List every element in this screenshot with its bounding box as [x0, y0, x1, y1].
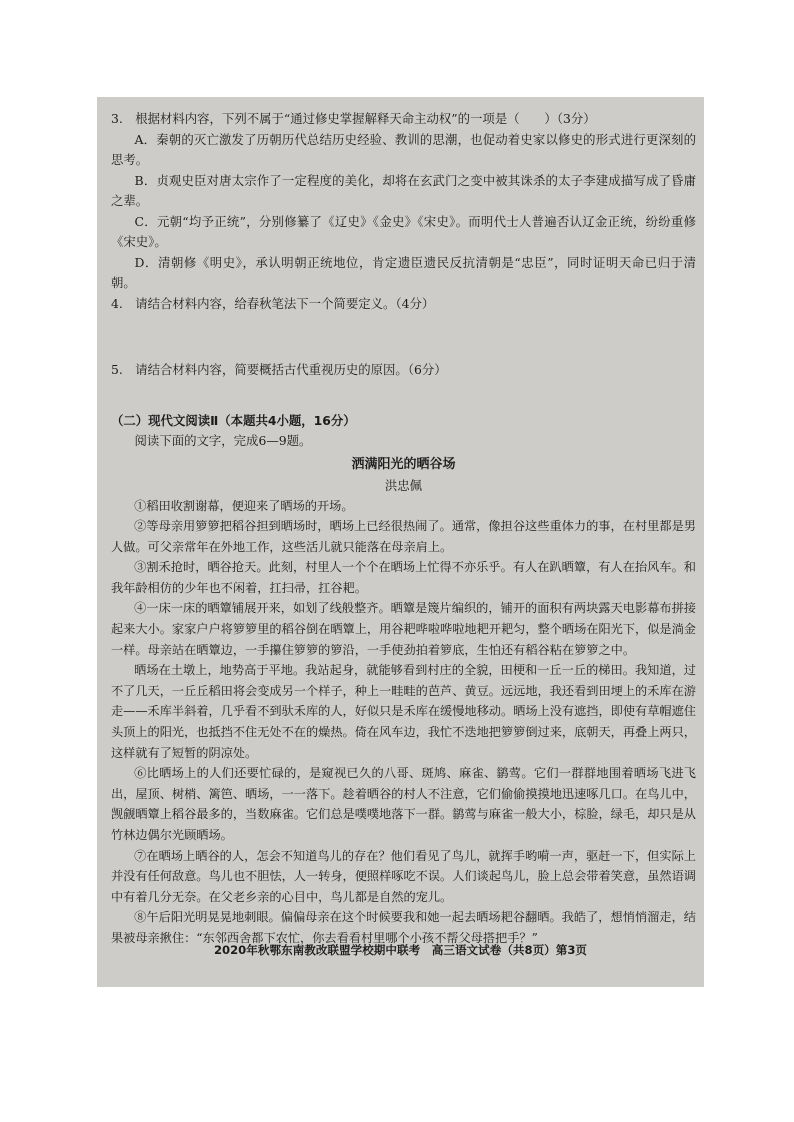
passage-title: 洒满阳光的晒谷场: [351, 456, 456, 472]
passage-paragraph-6: ⑥比晒场上的人们还要忙碌的，是窥视已久的八哥、斑鸠、麻雀、鹟莺。它们一群群地围着晒场飞进飞出，屋顶、树梢、篱笆、晒场，一一落下。趁着晒谷的村人不注意，它们偷偷摸摸地迅速啄几口。在鸟儿中，觊觎晒簟上稻谷最多的，当数麻雀。它们总是噗噗地落下一群。鹟莺与麻雀一般大小，棕脸，绿毛，却只是从竹林边偶尔光顾晒场。: [111, 766, 696, 842]
question-3-option-d: D．清朝修《明史》，承认明朝正统地位，肯定遗臣遗民反抗清朝是“忠臣”，同时证明天命已归于清朝。: [111, 254, 696, 290]
exam-page: [97, 97, 704, 987]
section-2-instruction: 阅读下面的文字，完成6—9题。: [134, 433, 312, 448]
answer-space-q4: [111, 314, 696, 360]
question-5: 5. 请结合材料内容，简要概括古代重视历史的原因。（6分）: [111, 362, 447, 377]
passage-paragraph-2: ②等母亲用箩箩把稻谷担到晒场时，晒场上已经很热闹了。通常，像担谷这些重体力的事，在村里都是男人做。可父亲常年在外地工作，这些活儿就只能落在母亲肩上。: [111, 519, 696, 554]
question-3-option-b: B．贞观史臣对唐太宗作了一定程度的美化，却将在玄武门之变中被其诛杀的太子李建成描写成了昏庸之辈。: [111, 172, 696, 208]
passage-paragraph-5: 晒场在土墩上，地势高于平地。我站起身，就能够看到村庄的全貌，田梗和一丘一丘的梯田。我知道，过不了几天，一丘丘稻田将会变成另一个样子，种上一畦畦的芭芦、黄豆。远远地，我还看到田埂上的禾库在游走——禾库半斜着，几乎看不到驮禾库的人，好似只是禾库在缓慢地移动。晒场上没有遮挡，即使有草帽遮住头顶上的阳光，也抵挡不住无处不在的燥热。倚在风车边，我忙不迭地把箩箩倒过来，底朝天，再叠上两只，这样就有了短暂的阴凉处。: [111, 663, 696, 760]
passage-paragraph-4: ④一床一床的晒簟铺展开来，如划了线般整齐。晒簟是篾片编织的，铺开的面积有两块露天电影幕布拼接起来大小。家家户户将箩箩里的稻谷倒在晒簟上，用谷耙哗啦哗啦地耙开耙匀，整个晒场在阳光下，似是淌金一样。母亲站在晒簟边，一手攥住箩箩的箩沿，一手使劲拍着箩底，生怕还有稻谷粘在箩箩之中。: [111, 601, 696, 657]
passage-paragraph-7: ⑦在晒场上晒谷的人，怎会不知道鸟儿的存在？他们看见了鸟儿，就挥手哟嗬一声，驱赶一下，但实际上并没有任何敌意。鸟儿也不胆怯，人一转身，便照样啄吃不误。人们谈起鸟儿，脸上总会带着笑意，虽然语调中有着几分无奈。在父老乡亲的心目中，鸟儿都是自然的宠儿。: [111, 848, 696, 904]
question-3-option-a: A．秦朝的灭亡激发了历朝历代总结历史经验、教训的思潮，也促动着史家以修史的形式进行更深刻的思考。: [111, 131, 696, 167]
section-2-heading: （二）现代文阅读Ⅱ（本题共4小题，16分）: [111, 412, 356, 428]
answer-space-q5: [111, 381, 696, 411]
passage-body: [111, 496, 696, 949]
page-footer: 2020年秋鄂东南教改联盟学校期中联考 高三语文试卷（共8页）第3页: [213, 943, 588, 957]
passage-paragraph-3: ③割禾抢时，晒谷抢天。此刻，村里人一个个在晒场上忙得不亦乐乎。有人在趴晒簟，有人在抬风车。和我年龄相仿的少年也不闲着，扛扫帚，扛谷耙。: [111, 560, 696, 595]
question-3-option-c: C．元朝“均予正统”，分别修纂了《辽史》《金史》《宋史》。而明代士人普遍否认辽金正统，纷纷重修《宋史》。: [111, 213, 696, 249]
passage-paragraph-1: ①稻田收割谢幕，便迎来了晒场的开场。: [134, 498, 354, 513]
question-3-stem: 3. 根据材料内容，下列不属于“通过修史掌握解释天命主动权”的一项是（ ）（3分）: [111, 111, 596, 126]
passage-paragraph-8: ⑧午后阳光明晃晃地刺眼。偏偏母亲在这个时候要我和她一起去晒场耙谷翻晒。我皓了，想悄悄溜走，结果被母亲揪住：“东邻西舍都下农忙，你去看看村里哪个小孩不帮父母搭把手？”: [111, 910, 696, 945]
passage-author: 洪忠佩: [384, 477, 423, 493]
question-4: 4. 请结合材料内容，给春秋笔法下一个简要定义。（4分）: [111, 295, 435, 311]
